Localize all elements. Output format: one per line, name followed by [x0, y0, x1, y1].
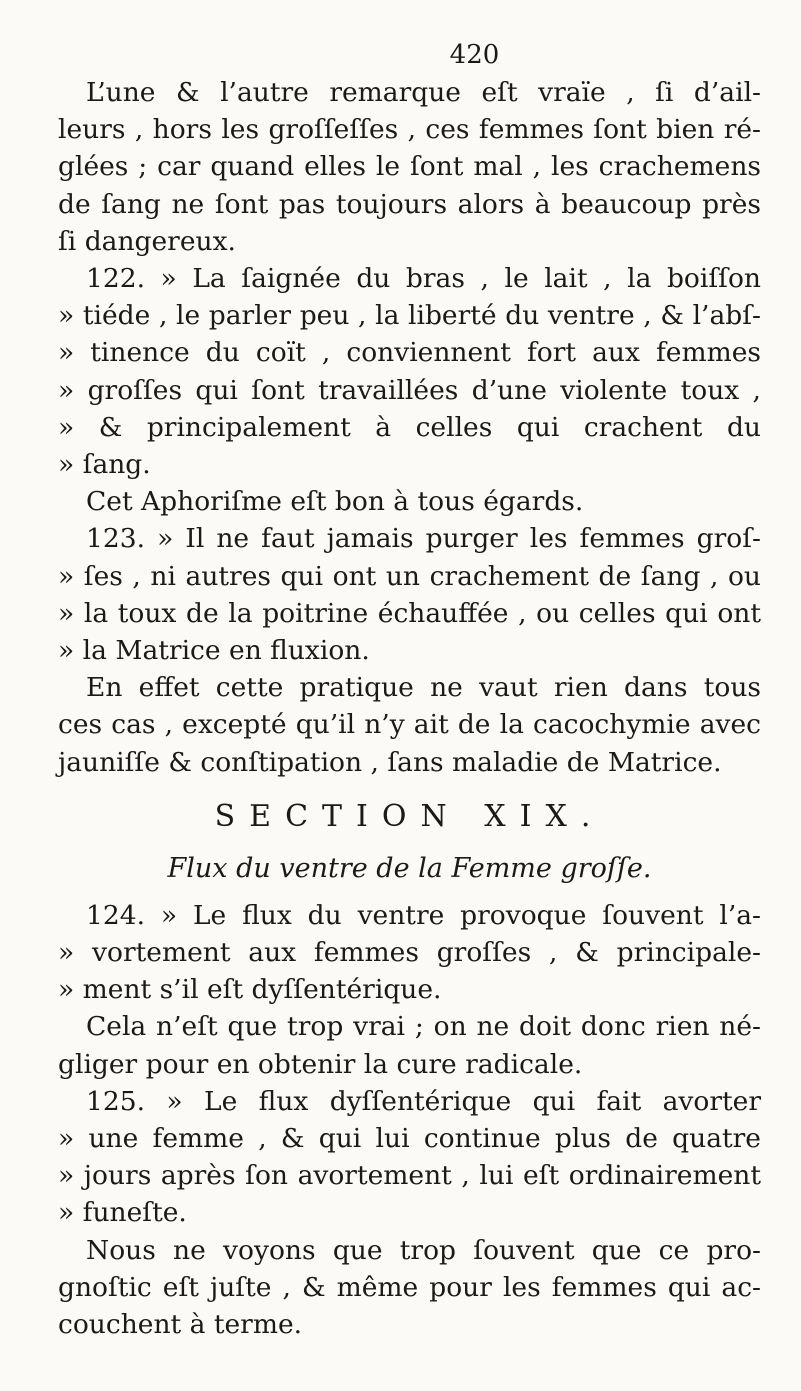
text-line: » funeſte. — [58, 1197, 187, 1229]
text-line: » tinence du coït , conviennent fort aux femmes — [58, 337, 761, 369]
text-line: 122. » La ſaignée du bras , le lait , la boiſſon — [86, 263, 761, 295]
text-line: ces cas , excepté qu’il n’y ait de la cacochymie avec — [58, 709, 761, 741]
paragraph — [58, 897, 761, 1009]
text-line: » la toux de la poitrine échauffée , ou celles qui ont — [58, 597, 761, 629]
text-line: » tiéde , le parler peu , la liberté du ventre , & l’abſ- — [58, 300, 761, 332]
text-line: 123. » Il ne faut jamais purger les femmes groſ- — [86, 523, 761, 555]
text-line: de ſang ne ſont pas toujours alors à beaucoup près — [58, 188, 761, 220]
text-line: 124. » Le flux du ventre provoque ſouvent l’a- — [86, 899, 761, 931]
text-line: gliger pour en obtenir la cure radicale. — [58, 1048, 583, 1080]
text-line: L’une & l’autre remarque eſt vraïe , ſi d’ail- — [86, 77, 761, 108]
text-line: » vortement aux femmes groſſes , & principale- — [58, 937, 761, 969]
page-number: 420 — [449, 40, 500, 70]
text-line: glées ; car quand elles le ſont mal , les crachemens — [58, 151, 761, 183]
text-line: » ment s’il eſt dyſſentérique. — [58, 974, 442, 1006]
section-subtitle: Flux du ventre de la Femme groſſe. — [167, 852, 652, 884]
text-line: Cela n’eſt que trop vrai ; on ne doit donc rien né- — [86, 1011, 761, 1043]
text-line: » jours après ſon avortement , lui eſt ordinairement — [58, 1160, 761, 1192]
paragraph — [58, 1232, 761, 1344]
paragraph — [58, 483, 761, 520]
text-line: leurs , hors les groſſeſſes , ces femmes ſont bien ré- — [58, 114, 761, 146]
text-line: gnoſtic eſt juſte , & même pour les femmes qui ac- — [58, 1271, 761, 1303]
paragraph — [58, 1008, 761, 1082]
paragraph — [58, 260, 761, 483]
text-line: » la Matrice en fluxion. — [58, 635, 370, 667]
paragraph — [58, 520, 761, 669]
paragraph — [58, 1083, 761, 1232]
text-line: jauniſſe & conſtipation , ſans maladie de Matrice. — [58, 746, 722, 778]
paragraph — [58, 74, 761, 260]
text-line: Nous ne voyons que trop ſouvent que ce pro- — [86, 1234, 761, 1266]
section-heading: SECTION XIX. — [214, 798, 605, 834]
text-line: couchent à terme. — [58, 1309, 303, 1341]
text-line: » une femme , & qui lui continue plus de quatre — [58, 1123, 761, 1155]
text-line: » ſes , ni autres qui ont un crachement de ſang , ou — [58, 560, 761, 592]
text-line: ſi dangereux. — [58, 225, 236, 257]
text-line: » & principalement à celles qui crachent du — [58, 411, 761, 443]
text-line: Cet Aphoriſme eſt bon à tous égards. — [86, 486, 584, 518]
page-body — [58, 74, 761, 1343]
text-line: 125. » Le flux dyſſentérique qui fait avorter — [86, 1085, 761, 1117]
text-line: » groſſes qui ſont travaillées d’une violente toux , — [58, 374, 761, 406]
text-line: En effet cette pratique ne vaut rien dans tous — [86, 672, 761, 704]
paragraph — [58, 669, 761, 781]
text-line: » ſang. — [58, 449, 151, 481]
